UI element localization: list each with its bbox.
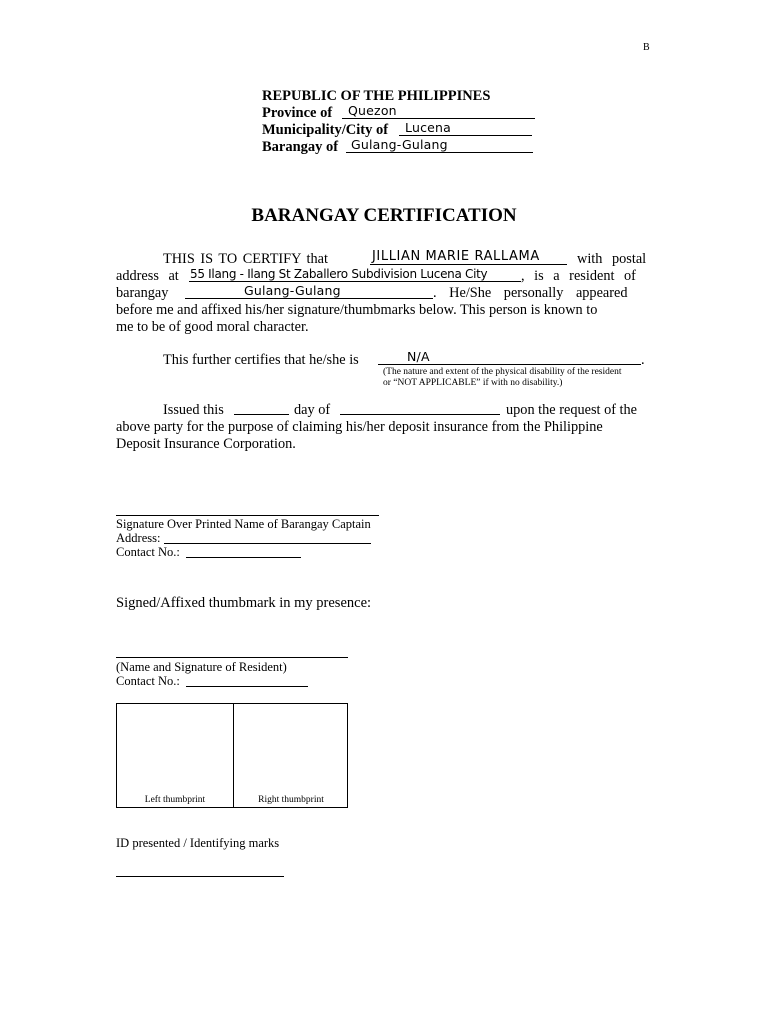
address-label: address at [116, 268, 179, 284]
appeared-text: . He/She personally appeared [433, 285, 628, 301]
resident-name: JILLIAN MARIE RALLAMA [372, 249, 540, 264]
name-field [370, 250, 567, 265]
municipality-value: Lucena [405, 120, 452, 135]
page-marker: B [643, 42, 650, 53]
captain-contact-label: Contact No.: [116, 545, 180, 559]
issued-line-3: Deposit Insurance Corporation. [116, 436, 296, 452]
resident-contact-label: Contact No.: [116, 674, 180, 688]
thumbprint-table [116, 703, 348, 808]
disability-field [378, 350, 641, 365]
republic-heading: REPUBLIC OF THE PHILIPPINES [262, 88, 491, 104]
captain-contact-line [186, 557, 301, 558]
disability-value: N/A [407, 349, 430, 364]
day-blank-line [234, 414, 289, 415]
municipality-field [399, 121, 532, 136]
month-blank-line [340, 414, 500, 415]
barangay-label: Barangay of [262, 139, 339, 155]
certify-line-4: before me and affixed his/her signature/thumbmarks below. This person is known to [116, 302, 598, 318]
with-postal-text: with postal [577, 251, 647, 267]
issued-text: Issued this [163, 402, 224, 418]
captain-signature-line [116, 515, 379, 516]
resident-name-label: (Name and Signature of Resident) [116, 660, 287, 674]
further-period: . [641, 352, 645, 368]
barangay-inline-value: Gulang-Gulang [244, 283, 341, 298]
province-field [342, 104, 535, 119]
left-thumbprint-label: Left thumbprint [144, 795, 206, 805]
address-value: 55 Ilang - Ilang St Zaballero Subdivision Lucena City [190, 267, 488, 281]
captain-signature-label: Signature Over Printed Name of Barangay Captain [116, 517, 371, 531]
further-text: This further certifies that he/she is [163, 352, 359, 368]
id-presented-line [116, 876, 284, 877]
disability-note-line-1: (The nature and extent of the physical disability of the resident [383, 367, 622, 377]
province-value: Quezon [348, 103, 397, 118]
day-of-text: day of [294, 402, 331, 418]
document-title: BARANGAY CERTIFICATION [251, 205, 517, 226]
certify-intro: THIS IS TO CERTIFY that [163, 251, 328, 267]
resident-text: , is a resident of [521, 268, 636, 284]
municipality-label: Municipality/City of [262, 122, 389, 138]
province-label: Province of [262, 105, 333, 121]
thumbprint-divider [233, 704, 234, 807]
barangay-field [346, 138, 533, 153]
issued-line-2: above party for the purpose of claiming his/her deposit insurance from the Philippine [116, 419, 603, 435]
request-text: upon the request of the [506, 402, 638, 418]
barangay-inline-label: barangay [116, 285, 169, 301]
certify-line-5: me to be of good moral character. [116, 319, 309, 335]
address-field [189, 267, 521, 282]
id-presented-label: ID presented / Identifying marks [116, 836, 280, 850]
resident-contact-line [186, 686, 308, 687]
captain-address-line [164, 543, 371, 544]
barangay-value: Gulang-Gulang [351, 137, 448, 152]
barangay-inline-field [185, 284, 433, 299]
right-thumbprint-label: Right thumbprint [258, 795, 324, 805]
resident-signature-line [116, 657, 348, 658]
captain-address-label: Address: [116, 531, 161, 545]
disability-note-line-2: or “NOT APPLICABLE” if with no disability.) [383, 378, 563, 388]
witness-statement: Signed/Affixed thumbmark in my presence: [116, 595, 372, 611]
